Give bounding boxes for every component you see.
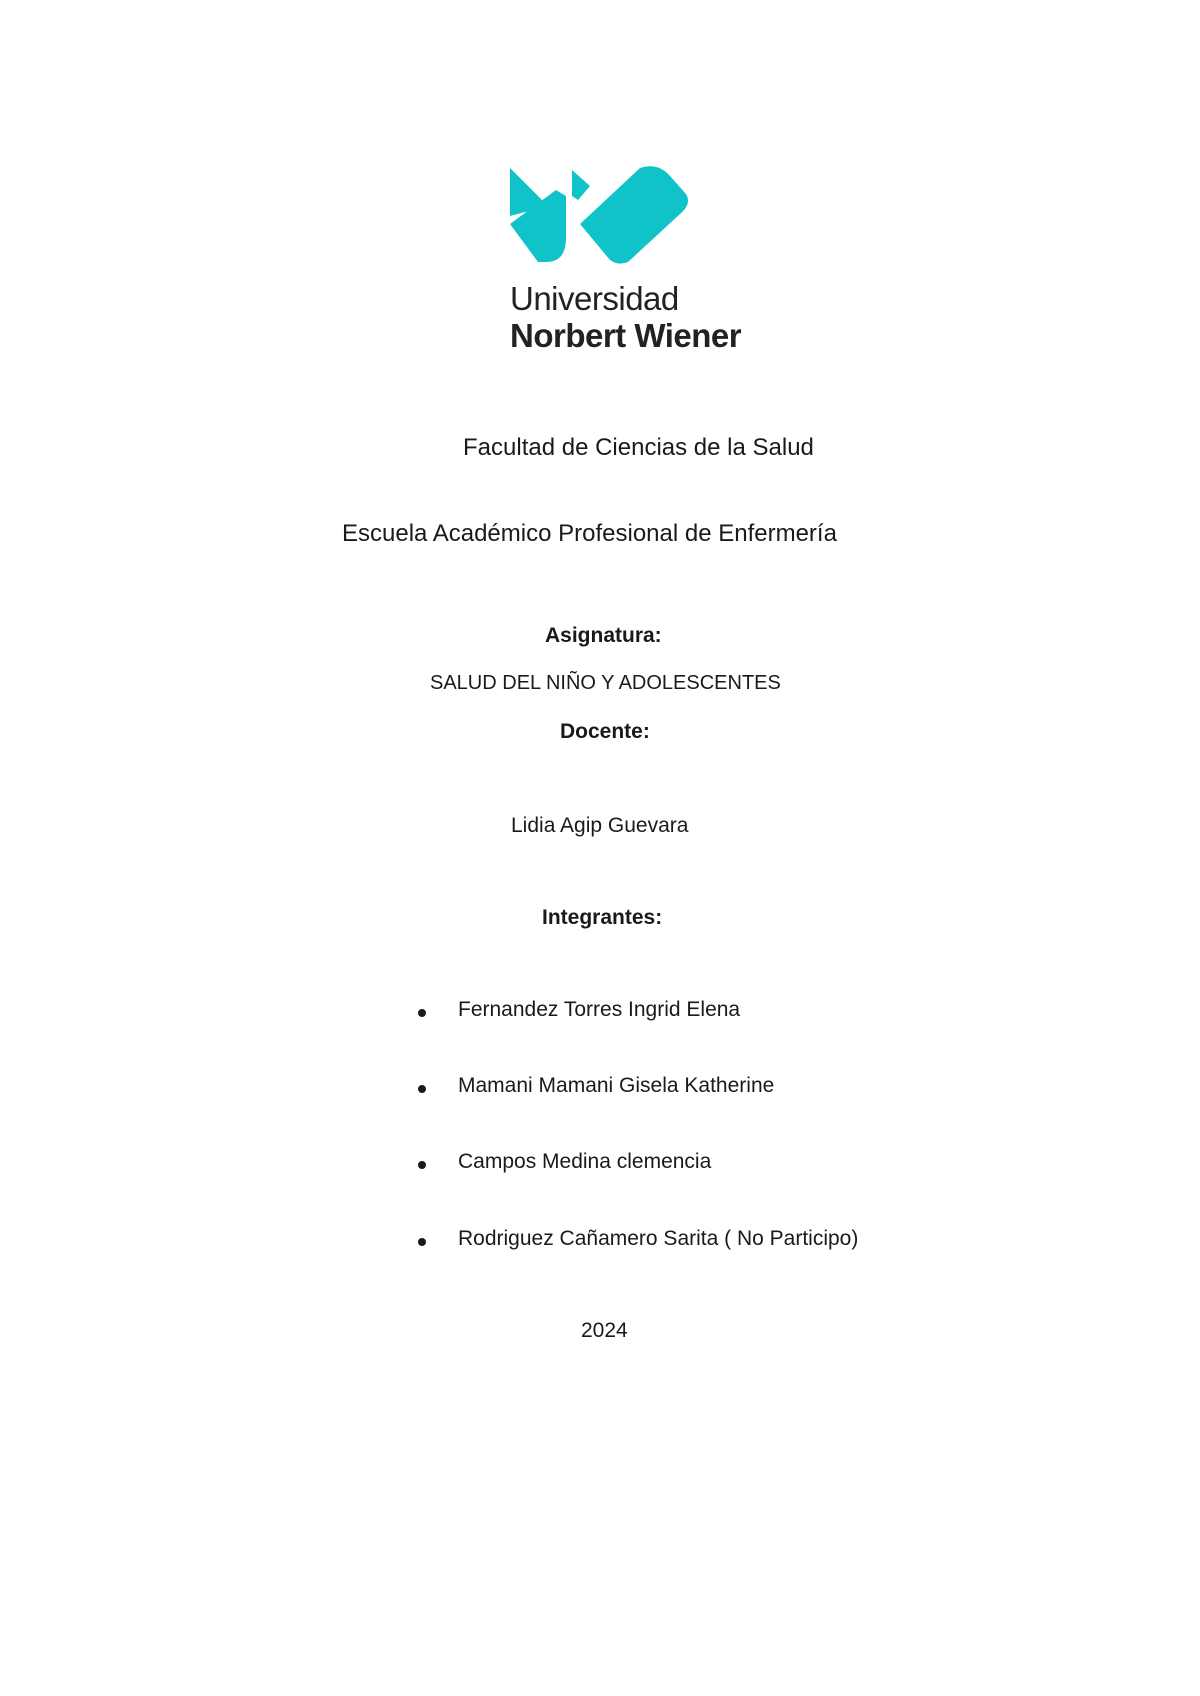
member-name: Mamani Mamani Gisela Katherine — [458, 1074, 775, 1097]
logo-text-universidad: Universidad — [510, 280, 679, 317]
member-name: Campos Medina clemencia — [458, 1150, 712, 1173]
subject-heading: Asignatura: — [545, 624, 662, 647]
subject-name: SALUD DEL NIÑO Y ADOLESCENTES — [430, 672, 781, 694]
teacher-heading: Docente: — [560, 720, 650, 743]
faculty-title: Facultad de Ciencias de la Salud — [463, 434, 814, 461]
teacher-name: Lidia Agip Guevara — [511, 814, 689, 837]
bullet-icon — [418, 1085, 426, 1093]
bullet-icon — [418, 1161, 426, 1169]
member-name: Rodriguez Cañamero Sarita ( No Participo) — [458, 1227, 859, 1250]
bullet-icon — [418, 1238, 426, 1246]
uw-logo-mark-icon — [510, 166, 690, 266]
school-title: Escuela Académico Profesional de Enfermería — [342, 520, 837, 547]
bullet-icon — [418, 1009, 426, 1017]
members-heading: Integrantes: — [542, 906, 663, 929]
year: 2024 — [581, 1319, 628, 1342]
logo-text-norbert-wiener: Norbert Wiener — [510, 317, 742, 354]
university-logo — [510, 166, 780, 366]
member-name: Fernandez Torres Ingrid Elena — [458, 998, 741, 1021]
